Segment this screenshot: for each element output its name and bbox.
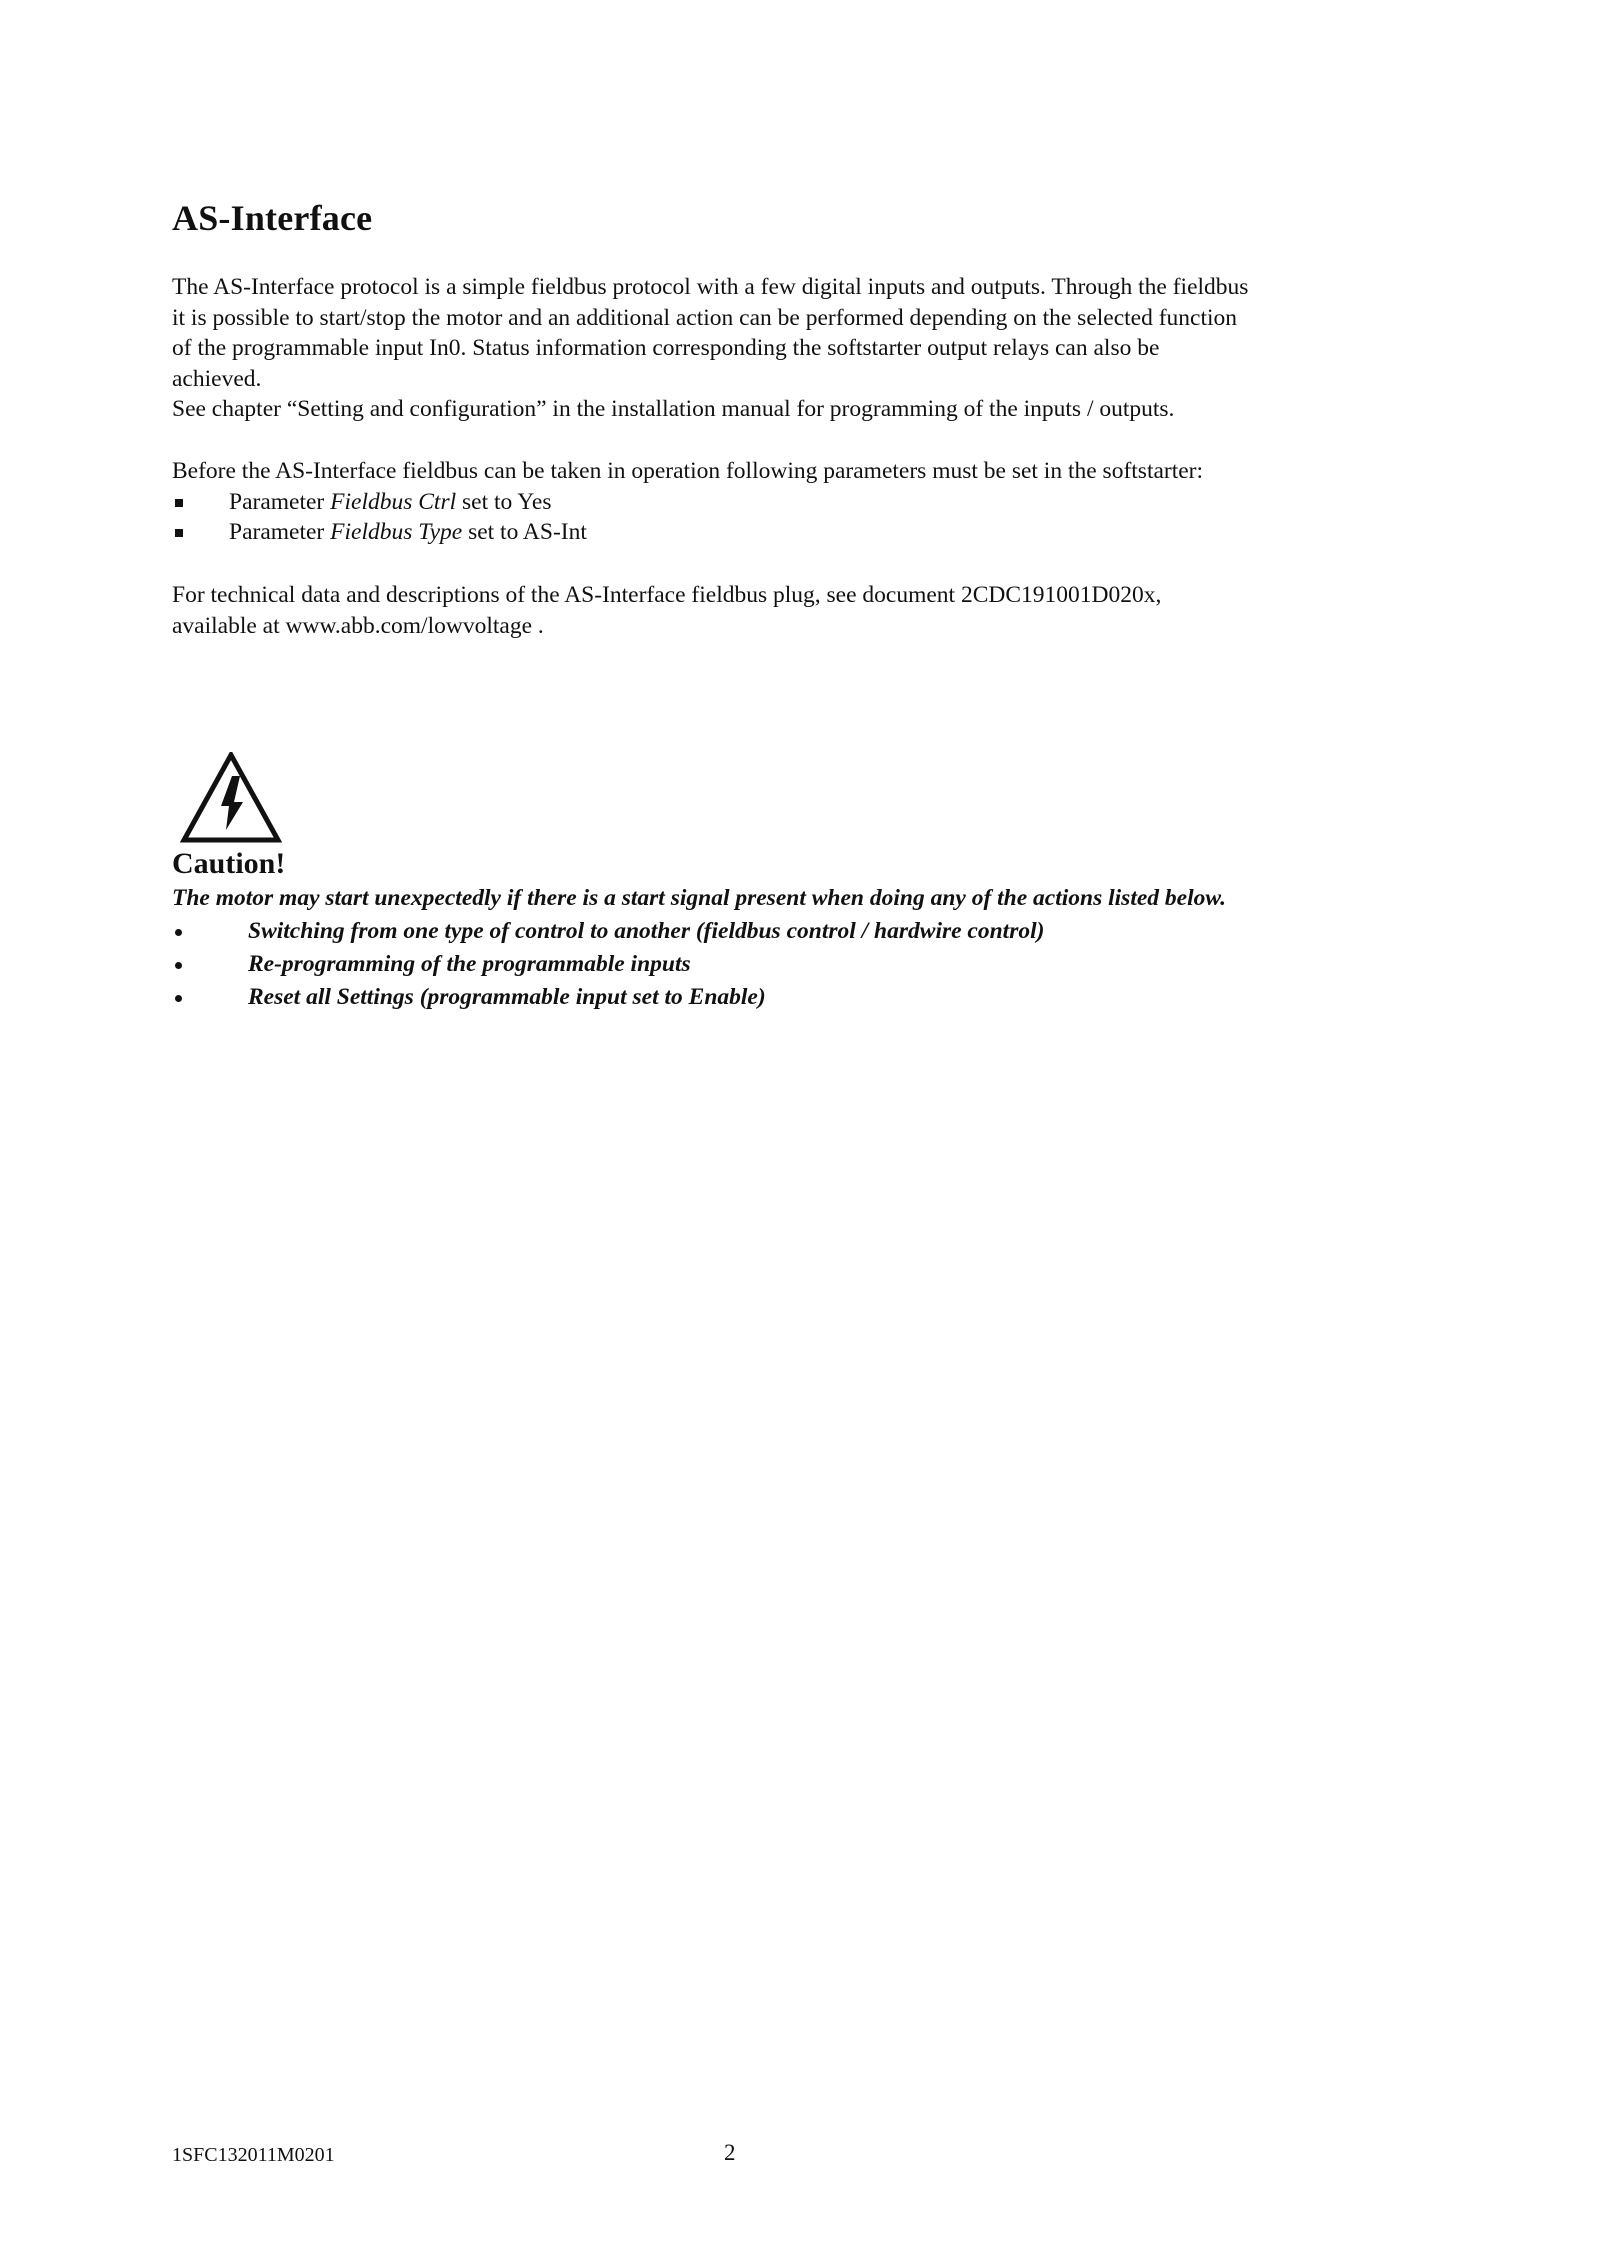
- parameter-prefix: Parameter: [229, 488, 331, 515]
- caution-list: [172, 915, 1472, 1014]
- parameters-lead: Before the AS-Interface fieldbus can be taken in operation following parameters must be set in the softstarter:: [172, 458, 1204, 484]
- parameter-name: Fieldbus Type: [330, 519, 463, 546]
- caution-item: Re-programming of the programmable inputs: [172, 948, 1472, 981]
- parameter-item: [172, 487, 1432, 518]
- electrical-hazard-icon: [180, 752, 282, 844]
- caution-heading: Caution!: [172, 847, 286, 880]
- page-title: AS-Interface: [172, 198, 373, 238]
- intro-line: See chapter “Setting and configuration” in the installation manual for programming of the inputs / outputs.: [172, 396, 1175, 423]
- caution-item: Switching from one type of control to another (fieldbus control / hardwire control): [172, 915, 1472, 948]
- parameter-suffix: set to AS-Int: [462, 519, 587, 546]
- intro-line: achieved.: [172, 365, 262, 392]
- parameter-suffix: set to Yes: [456, 488, 552, 515]
- technical-data-line: available at www.abb.com/lowvoltage .: [172, 612, 544, 639]
- intro-line: The AS-Interface protocol is a simple fieldbus protocol with a few digital inputs and outputs. Through the fieldbus: [172, 274, 1249, 300]
- footer-page-number: 2: [724, 2140, 736, 2165]
- parameter-list: [172, 487, 1432, 548]
- intro-paragraph: [172, 272, 1432, 425]
- intro-line: of the programmable input In0. Status information corresponding the softstarter output relays can also be: [172, 335, 1160, 362]
- technical-data-line: For technical data and descriptions of the AS-Interface fieldbus plug, see document 2CDC191001D020x,: [172, 582, 1162, 608]
- caution-item: Reset all Settings (programmable input set to Enable): [172, 981, 1472, 1014]
- parameter-name: Fieldbus Ctrl: [330, 488, 457, 515]
- footer-document-id: 1SFC132011M0201: [172, 2144, 335, 2166]
- intro-line: it is possible to start/stop the motor and an additional action can be performed depending on the selected function: [172, 304, 1238, 331]
- caution-body: [172, 882, 1472, 1014]
- caution-statement: The motor may start unexpectedly if there is a start signal present when doing any of the actions listed below.: [172, 885, 1227, 911]
- parameter-prefix: Parameter: [229, 519, 331, 546]
- parameters-section: [172, 456, 1432, 548]
- parameter-item: [172, 517, 1432, 548]
- technical-data-paragraph: [172, 580, 1432, 641]
